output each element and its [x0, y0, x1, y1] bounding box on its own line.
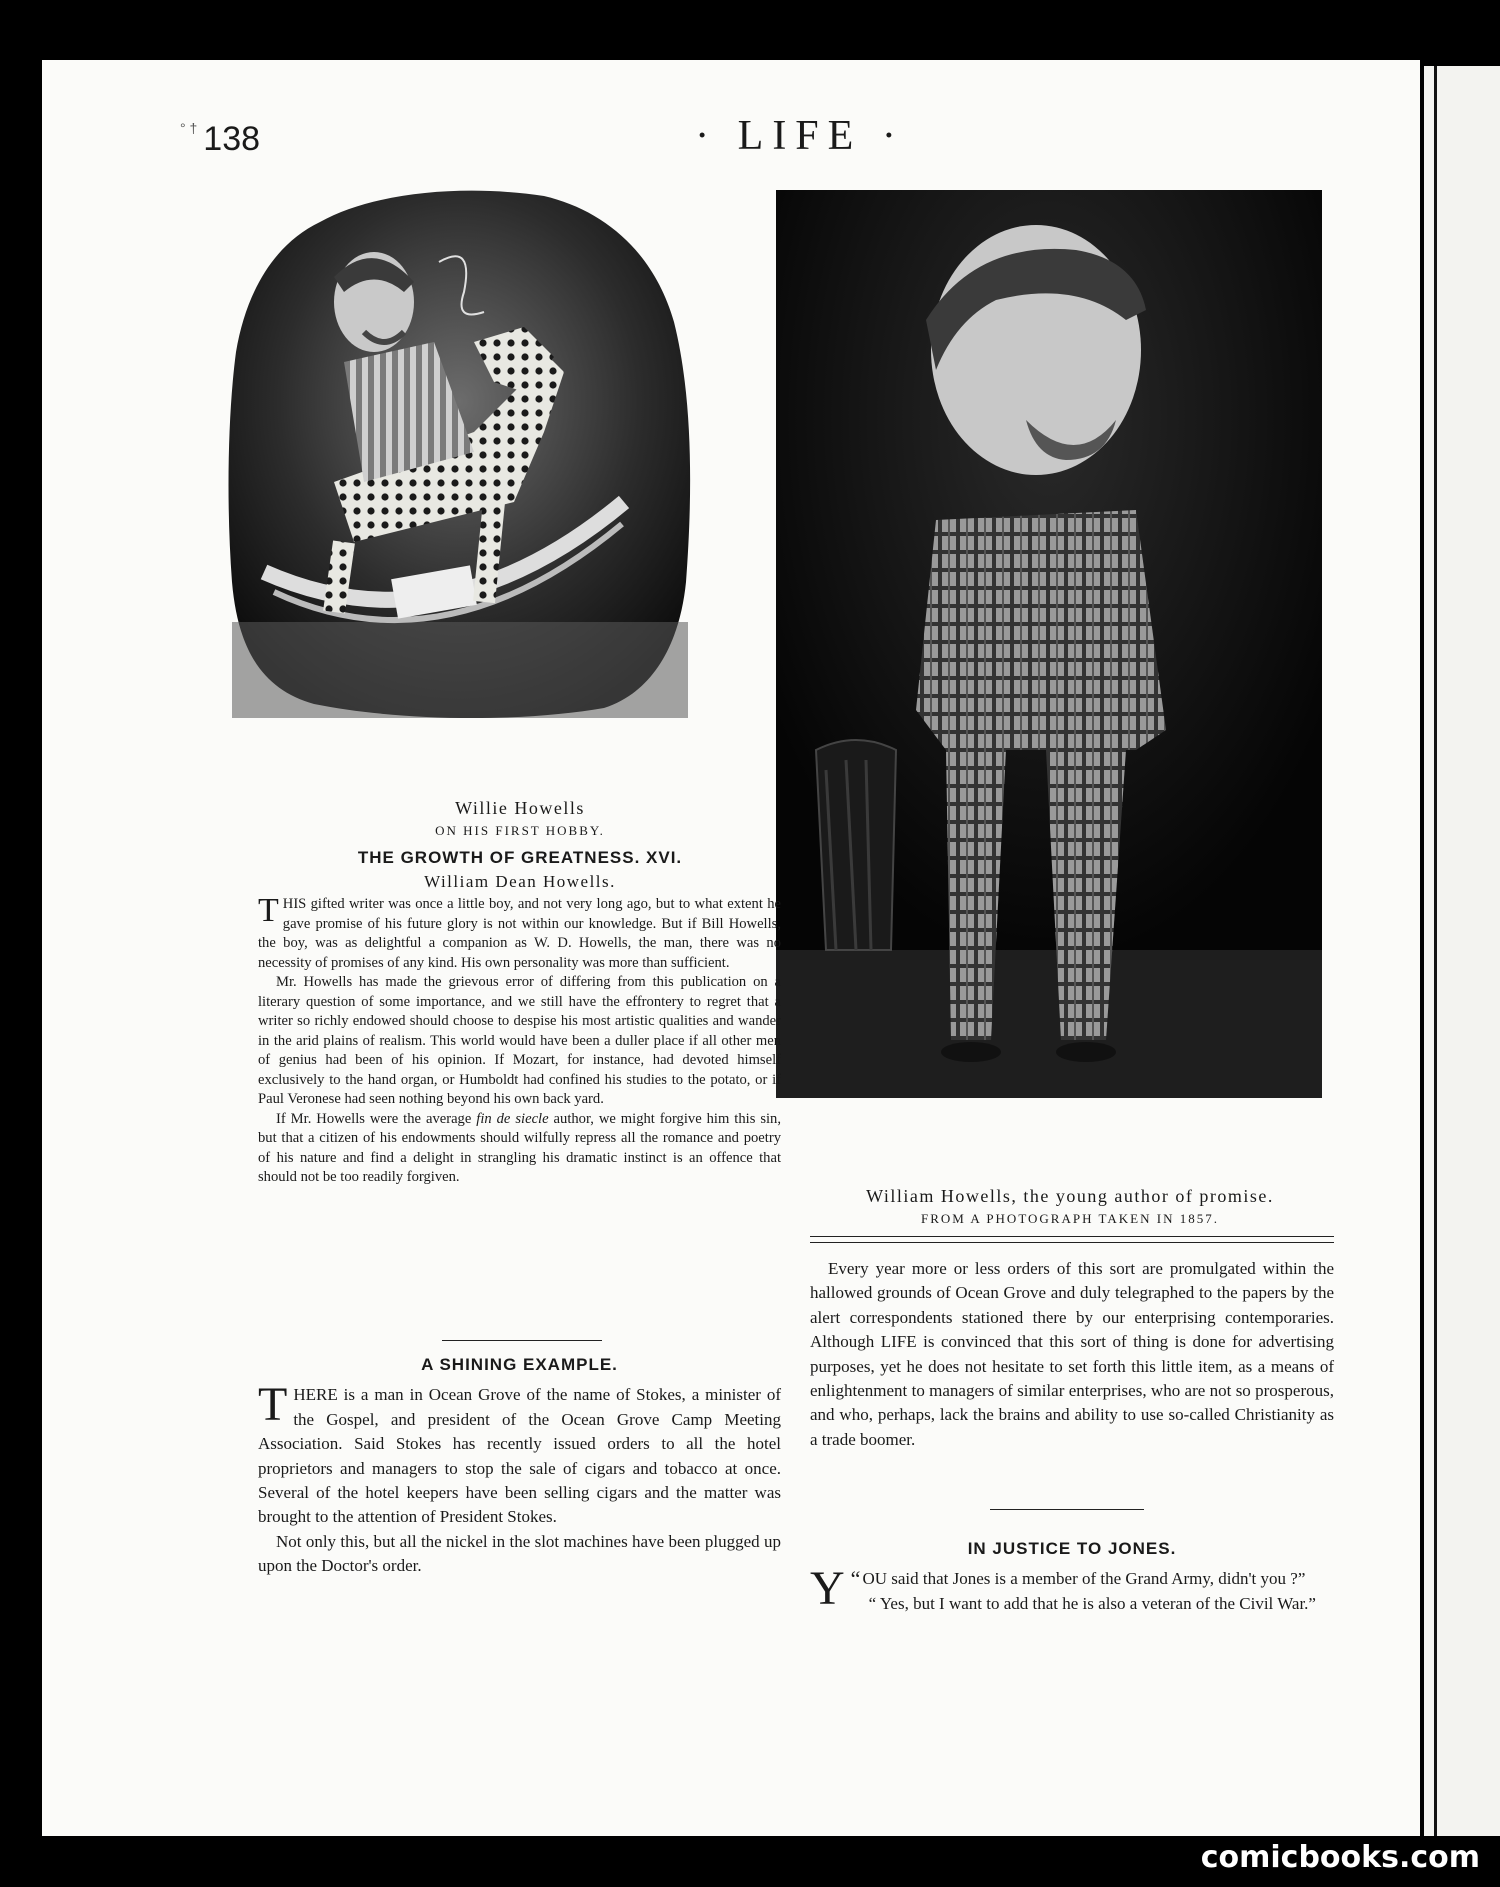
standing-man-photograph	[776, 190, 1322, 1098]
paragraph: Not only this, but all the nickel in the slot machines have been plugged up upon the Doctor's order.	[258, 1531, 781, 1576]
right-caption-line1: William Howells, the young author of promise.	[866, 1186, 1274, 1206]
article-subtitle: William Dean Howells.	[424, 872, 616, 891]
paragraph-text: If Mr. Howells were the average	[276, 1110, 477, 1127]
paragraph	[258, 1110, 781, 1188]
paragraph: Every year more or less orders of this sort are promulgated within the hallowed grounds of Ocean Grove and duly telegraphed to the papers by the alert correspondents stationed there by our enterprising contemporaries. Although LIFE is convinced that this sort of thing is done for advertising purposes, yet he does not hesitate to set forth this little item, as a means of enlightenment to managers of similar enterprises, who are not so prosperous, and who, perhaps, lack the brains and ability to use so-called Christianity as a trade boomer.	[810, 1259, 1334, 1449]
article-title: IN JUSTICE TO JONES.	[967, 1539, 1177, 1558]
section-divider	[442, 1340, 602, 1341]
article-shining-body	[258, 1353, 781, 1579]
rocking-horse-illustration	[224, 182, 694, 720]
section-divider	[990, 1509, 1144, 1510]
drop-cap: Y	[810, 1562, 845, 1616]
paragraph: Mr. Howells has made the grievous error of differing from this publication on a literary question of some importance, and we still have the effrontery to regret that a writer so richly endowed should choose to despise his most artistic qualities and wander in the arid plains of realism. This world would have been a duller place if all other men of genius had been of his opinion. If Mozart, for instance, had devoted himself exclusively to the hand organ, or Humboldt had confined his studies to the potato, or if Paul Veronese had seen nothing beyond his own back yard.	[258, 974, 781, 1107]
masthead: · LIFE ·	[695, 113, 905, 159]
open-quote: “	[850, 1566, 861, 1592]
ink-smudge: ° †	[180, 120, 198, 136]
page-number	[180, 120, 260, 159]
paragraph-text: author, we might forgive him this sin, but that a citizen of his endowments should wilfully repress all the romance and poetry of his nature and find a delight in strangling his dramatic instinct is an offence that should not be too readily forgiven.	[258, 1110, 781, 1185]
double-rule	[810, 1236, 1334, 1243]
article-shining-continued	[810, 1257, 1334, 1452]
article-title: THE GROWTH OF GREATNESS. XVI.	[357, 848, 683, 867]
article-growth-body	[258, 892, 781, 1188]
drop-cap: T	[258, 892, 279, 929]
right-caption	[790, 1186, 1350, 1227]
right-caption-line2: FROM A PHOTOGRAPH TAKEN IN 1857.	[921, 1211, 1219, 1226]
article-title: A SHINING EXAMPLE.	[421, 1355, 618, 1374]
paragraph-text: HERE is a man in Ocean Grove of the name of Stokes, a minister of the Gospel, and president of the Ocean Grove Camp Meeting Association. Said Stokes has recently issued orders to all the hotel proprietors and managers to stop the sale of cigars and tobacco at once. Several of the hotel keepers have been selling cigars and the matter was brought to the attention of President Stokes.	[258, 1385, 781, 1527]
left-caption-line2: ON HIS FIRST HOBBY.	[435, 823, 605, 838]
paragraph	[258, 892, 781, 973]
page-number-text: 138	[203, 120, 261, 158]
italic-phrase: fin de siecle	[476, 1110, 549, 1127]
page-gutter-line	[1434, 66, 1437, 1836]
paragraph-text: OU said that Jones is a member of the Grand Army, didn't you ?”	[862, 1569, 1306, 1589]
left-caption-line1: Willie Howells	[455, 798, 585, 818]
watermark-logo: comicbooks.com	[1200, 1840, 1480, 1875]
article-jones-body	[810, 1537, 1334, 1616]
paragraph	[258, 1378, 781, 1529]
paragraph: “ Yes, but I want to add that he is also a veteran of the Civil War.”	[868, 1593, 1316, 1613]
article-growth-header	[250, 848, 790, 892]
paragraph-text: HIS gifted writer was once a little boy, and not very long ago, but to what extent he gave promise of his future glory is not within our knowledge. But if Bill Howells, the boy, was as delightful a companion as W. D. Howells, the man, there was no necessity of promises of any kind. His own personality was more than sufficient.	[258, 896, 781, 971]
left-caption	[250, 798, 790, 839]
drop-cap: T	[258, 1378, 288, 1432]
